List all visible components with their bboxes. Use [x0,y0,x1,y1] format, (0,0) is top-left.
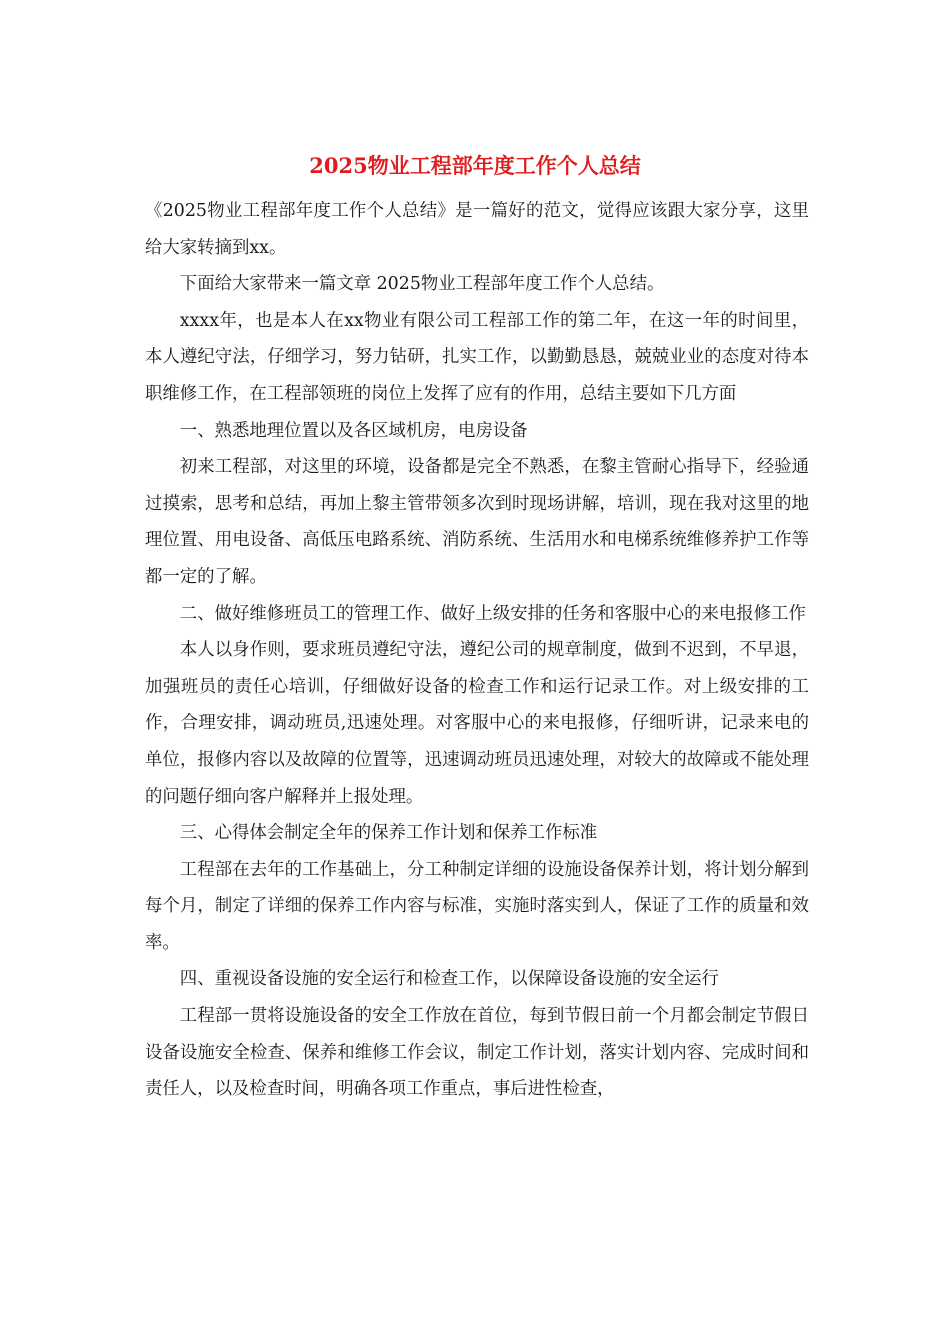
document-body [145,193,809,1108]
section-heading: 一、熟悉地理位置以及各区域机房，电房设备 [179,420,528,441]
paragraph: 《2025物业工程部年度工作个人总结》是一篇好的范文，觉得应该跟大家分享，这里给大家转摘到xx。 [145,201,809,258]
paragraph: 下面给大家带来一篇文章 2025物业工程部年度工作个人总结。 [179,274,665,295]
paragraph: 工程部在去年的工作基础上，分工种制定详细的设施设备保养计划，将计划分解到每个月，制定了详细的保养工作内容与标准，实施时落实到人，保证了工作的质量和效率。 [145,859,809,953]
paragraph: xxxx年，也是本人在xx物业有限公司工程部工作的第二年，在这一年的时间里，本人遵纪守法，仔细学习，努力钻研，扎实工作，以勤勤恳恳，兢兢业业的态度对待本职维修工作，在工程部领班的岗位上发挥了应有的作用，总结主要如下几方面 [145,310,809,404]
paragraph: 初来工程部，对这里的环境，设备都是完全不熟悉，在黎主管耐心指导下，经验通过摸索，思考和总结，再加上黎主管带领多次到时现场讲解，培训，现在我对这里的地理位置、用电设备、高低压电路系统、消防系统、生活用水和电梯系统维修养护工作等都一定的了解。 [145,457,809,587]
section-heading: 二、做好维修班员工的管理工作、做好上级安排的任务和客服中心的来电报修工作 [179,603,806,624]
document-title: 2025物业工程部年度工作个人总结 [309,153,641,178]
section-heading: 四、重视设备设施的安全运行和检查工作，以保障设备设施的安全运行 [179,969,719,990]
paragraph: 工程部一贯将设施设备的安全工作放在首位，每到节假日前一个月都会制定节假日设备设施安全检查、保养和维修工作会议，制定工作计划，落实计划内容、完成时间和责任人，以及检查时间，明确各项工作重点，事后进性检查， [145,1006,809,1100]
paragraph: 本人以身作则，要求班员遵纪守法，遵纪公司的规章制度，做到不迟到，不早退，加强班员的责任心培训，仔细做好设备的检查工作和运行记录工作。对上级安排的工作，合理安排，调动班员,迅速处理。对客服中心的来电报修，仔细听讲，记录来电的单位，报修内容以及故障的位置等，迅速调动班员迅速处理，对较大的故障或不能处理的问题仔细向客户解释并上报处理。 [145,640,809,807]
section-heading: 三、心得体会制定全年的保养工作计划和保养工作标准 [179,823,598,844]
